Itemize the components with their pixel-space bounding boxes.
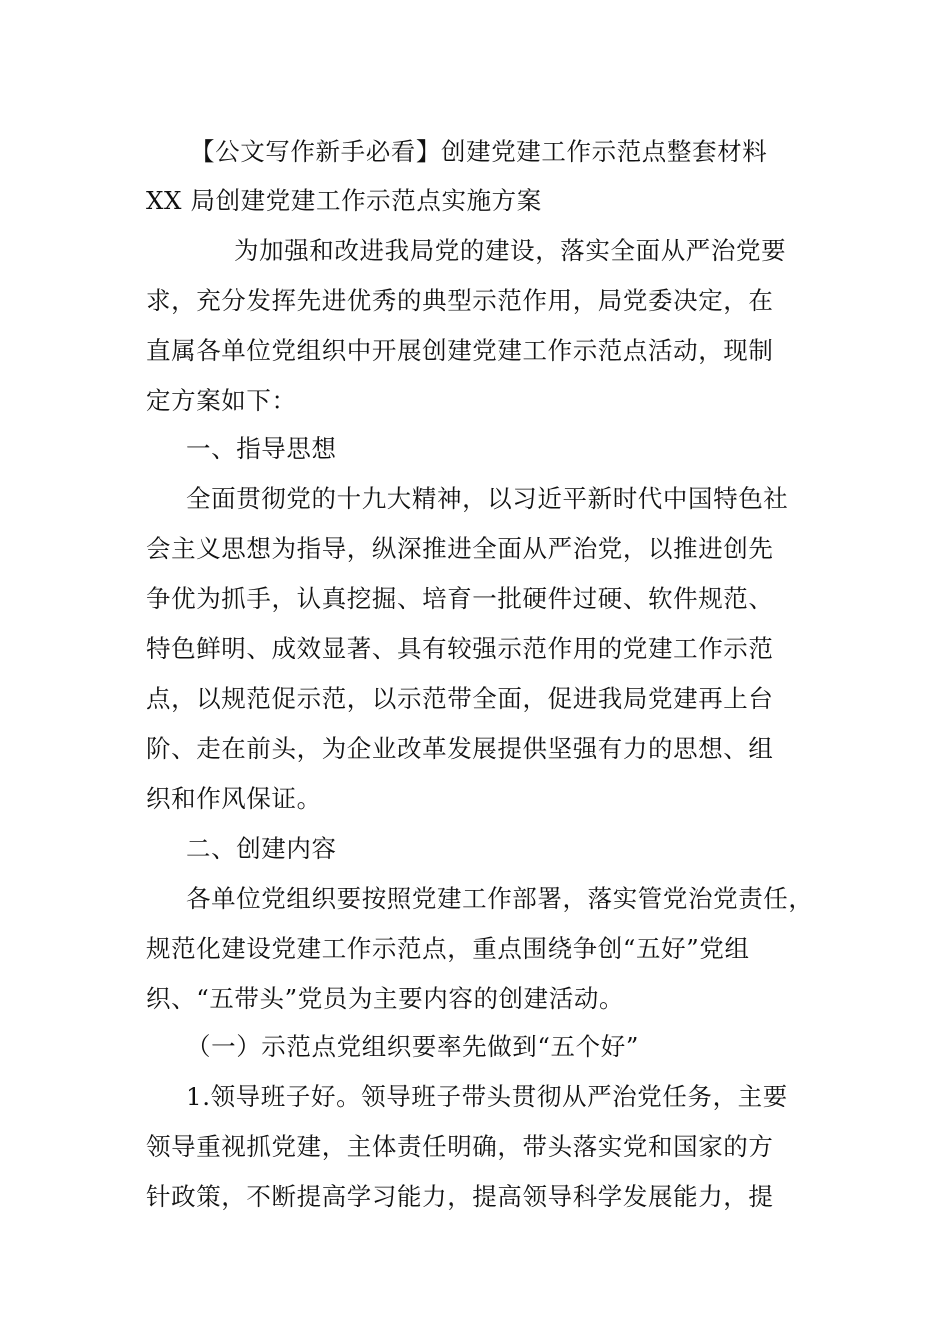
body-line: 为加强和改进我局党的建设，落实全面从严治党要	[234, 236, 787, 265]
section-heading: 一、指导思想	[186, 434, 337, 463]
body-line: 特色鲜明、成效显著、具有较强示范作用的党建工作示范	[146, 634, 774, 663]
document-title: 【公文写作新手必看】创建党建工作示范点整套材料	[190, 137, 768, 166]
body-line: 争优为抓手，认真挖掘、培育一批硬件过硬、软件规范、	[146, 584, 774, 613]
document-subtitle: XX 局创建党建工作示范点实施方案	[146, 186, 542, 215]
body-line: 求，充分发挥先进优秀的典型示范作用，局党委决定，在	[146, 286, 774, 315]
body-line: 领导重视抓党建，主体责任明确，带头落实党和国家的方	[146, 1132, 774, 1161]
subsection-heading: （一）示范点党组织要率先做到“五个好”	[186, 1032, 639, 1061]
body-line: 阶、走在前头，为企业改革发展提供坚强有力的思想、组	[146, 734, 774, 763]
section-heading: 二、创建内容	[186, 834, 337, 863]
body-line: 织和作风保证。	[146, 784, 322, 813]
body-line: 点，以规范促示范，以示范带全面，促进我局党建再上台	[146, 684, 774, 713]
body-line: 直属各单位党组织中开展创建党建工作示范点活动，现制	[146, 336, 774, 365]
body-line: 1.领导班子好。领导班子带头贯彻从严治党任务，主要	[186, 1082, 788, 1111]
body-line: 定方案如下：	[146, 386, 297, 415]
body-line: 规范化建设党建工作示范点，重点围绕争创“五好”党组	[146, 934, 750, 963]
body-line: 织、“五带头”党员为主要内容的创建活动。	[146, 984, 625, 1013]
body-line: 各单位党组织要按照党建工作部署，落实管党治党责任，	[186, 884, 814, 913]
body-line: 针政策，不断提高学习能力，提高领导科学发展能力，提	[146, 1182, 774, 1211]
body-line: 全面贯彻党的十九大精神，以习近平新时代中国特色社	[186, 484, 789, 513]
body-line: 会主义思想为指导，纵深推进全面从严治党，以推进创先	[146, 534, 774, 563]
